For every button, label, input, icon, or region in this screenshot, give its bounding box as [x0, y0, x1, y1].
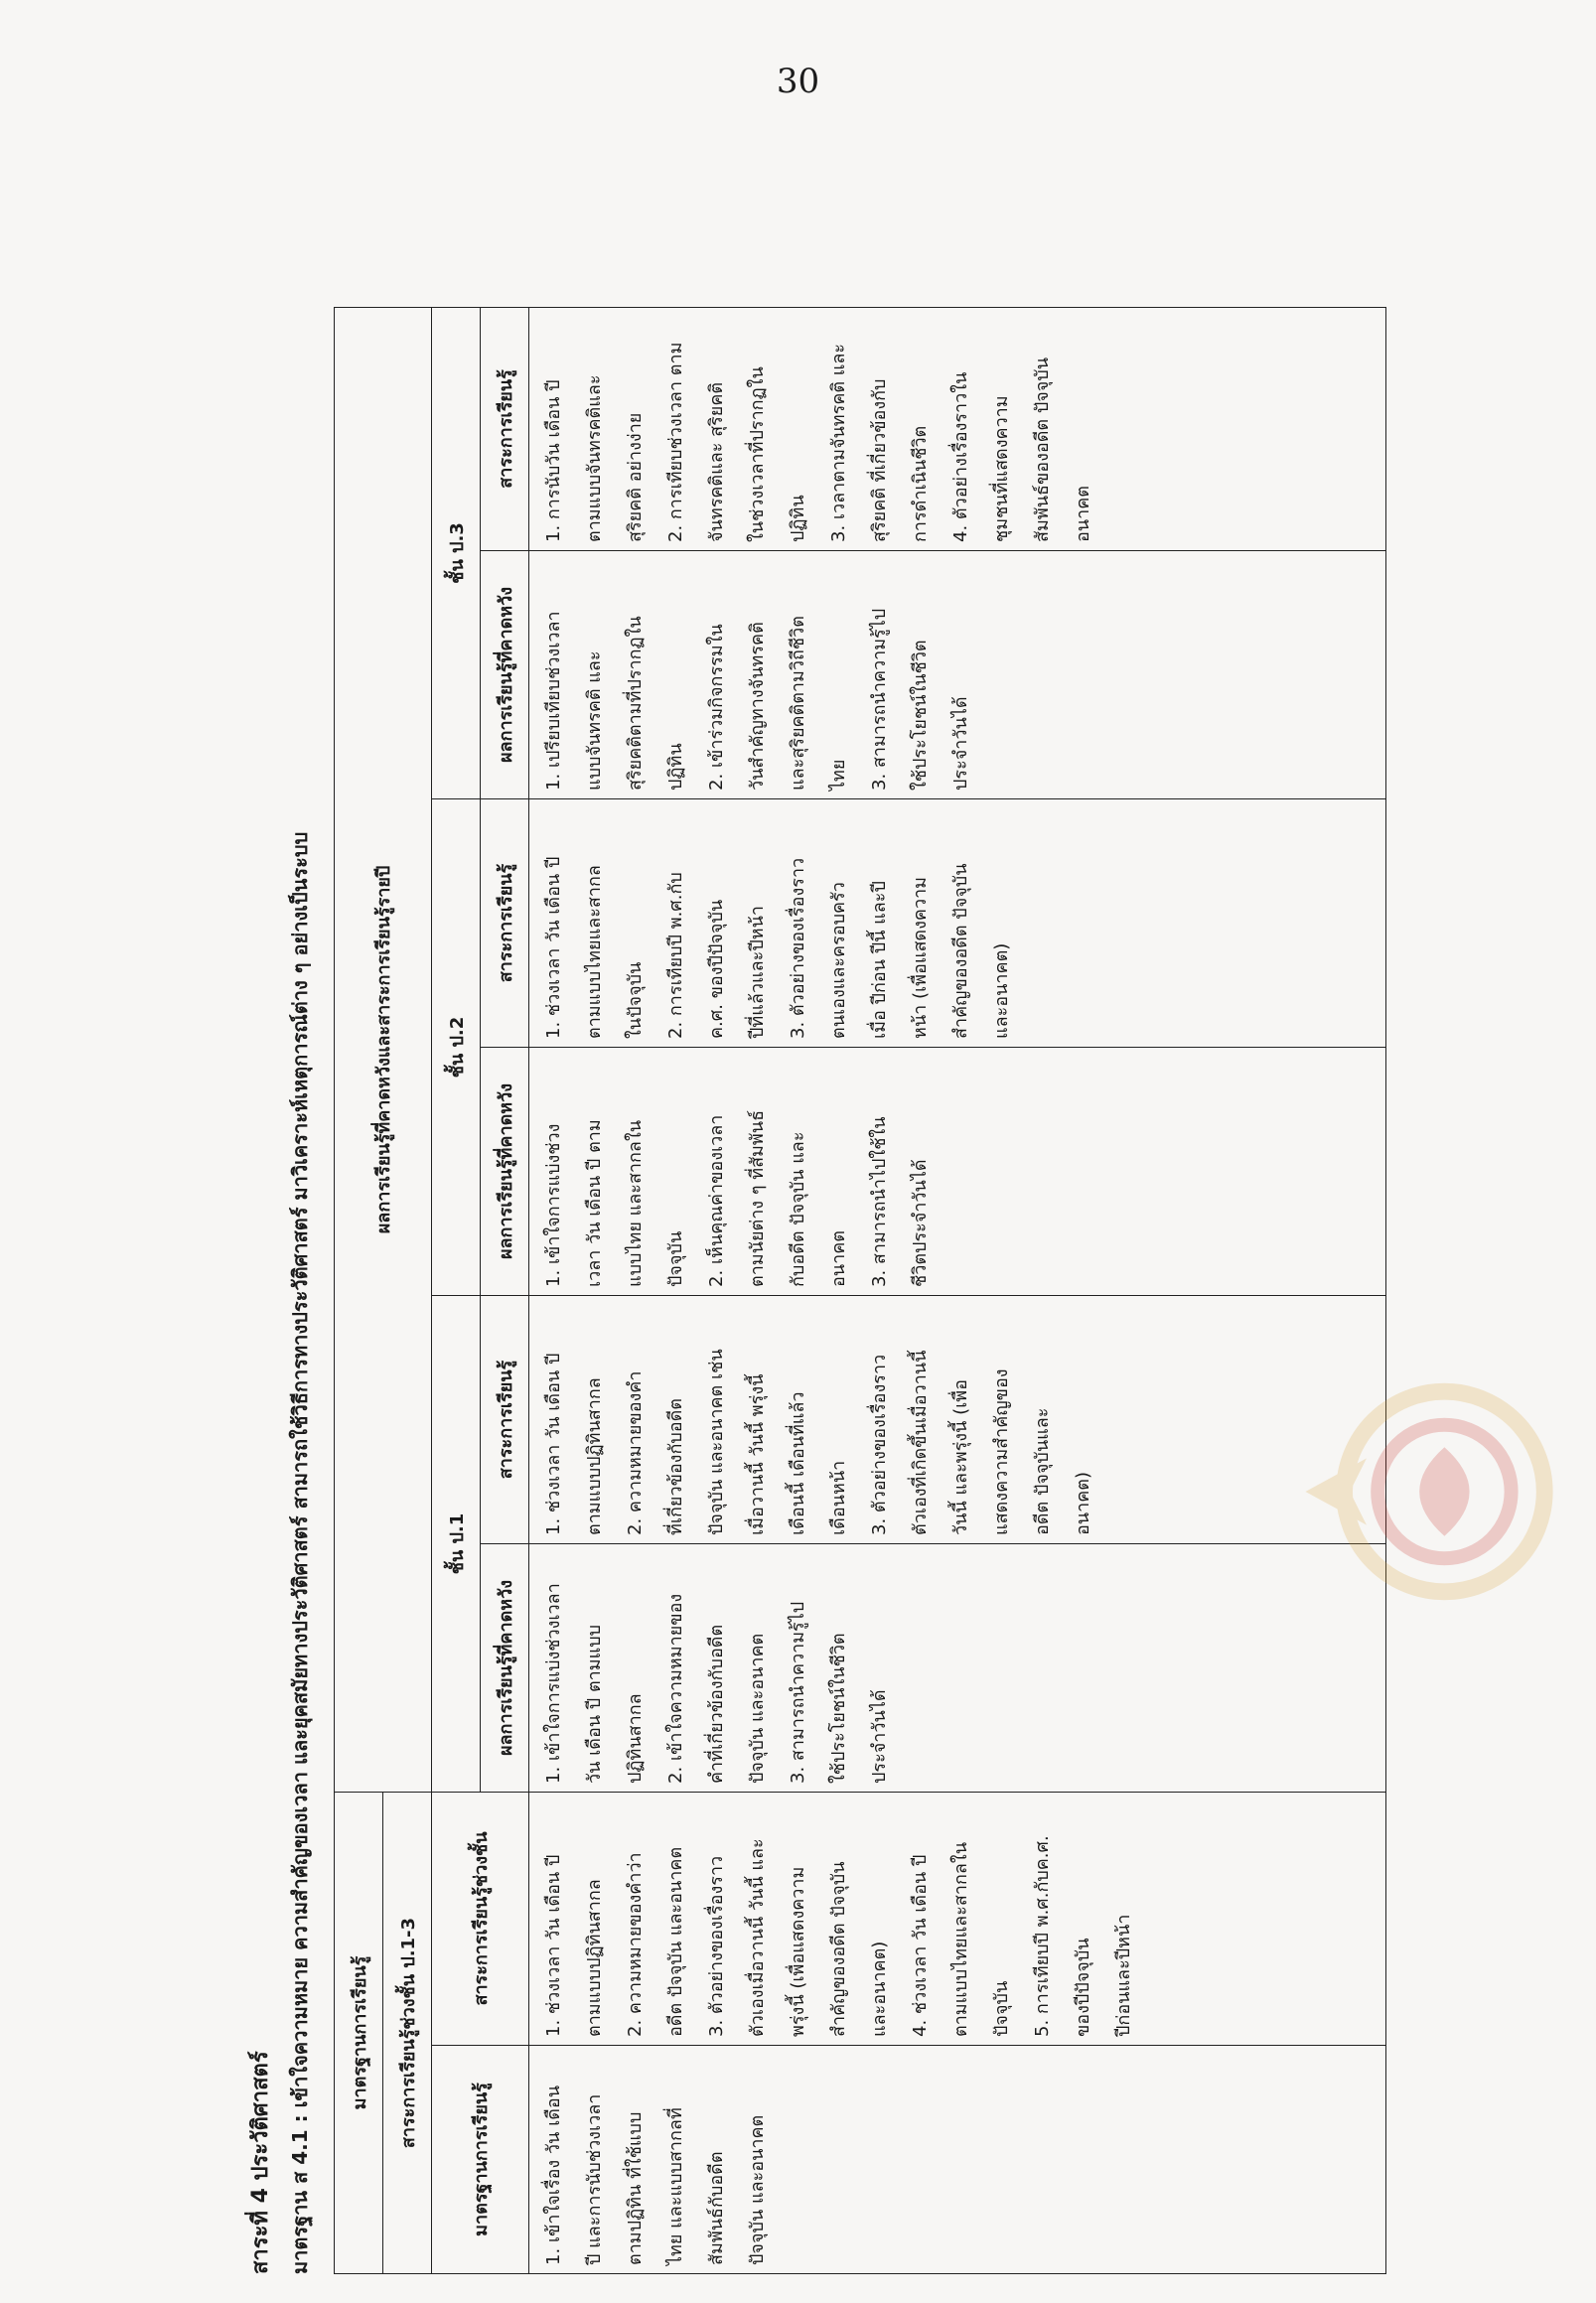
- grade-header-p3: ชั้น ป.3: [432, 307, 481, 798]
- col-header-p3-content: สาระการเรียนรู้: [481, 307, 529, 550]
- cell-text-line: 2. เข้าร่วมกิจกรรมใน: [706, 624, 727, 791]
- cell-text-line: 3. ตัวอย่างของเรื่องราว: [869, 1354, 890, 1535]
- cell-text-line: กับอดีต ปัจจุบัน และ: [788, 1131, 808, 1287]
- table-row: [529, 307, 1386, 2273]
- cell-text-line: ตามแบบจันทรคติและ: [584, 374, 605, 542]
- cell-p3-outcome: [529, 551, 1386, 799]
- cell-text-line: 1. เปรียบเทียบช่วงเวลา: [543, 611, 564, 791]
- cell-text-line: จันทรคติและ สุริยคติ: [706, 381, 727, 542]
- cell-text-line: 2. เห็นคุณค่าของเวลา: [706, 1114, 727, 1287]
- cell-text-line: สุริยคติตามที่ปรากฏใน: [625, 616, 646, 791]
- cell-text-line: ตัวเองที่เกิดขึ้นเมื่อวานนี้: [910, 1350, 931, 1535]
- cell-text-line: 2. ความหมายของคำ: [625, 1370, 646, 1535]
- cell-text-line: ใช้ประโยชน์ในชีวิต: [910, 640, 931, 791]
- cell-text-line: 2. เข้าใจความหมายของ: [665, 1593, 686, 1784]
- cell-text-line: ตนเองและครอบครัว: [828, 882, 849, 1039]
- cell-text-line: ปี และการนับช่วงเวลา: [584, 2093, 605, 2265]
- school-emblem-watermark-icon: [1283, 1353, 1561, 1631]
- cell-text-line: 1. เข้าใจเรื่อง วัน เดือน: [543, 2085, 564, 2265]
- cell-text-line: สุริยคติ อย่างง่าย: [625, 412, 646, 542]
- cell-text-line: 3. สามารถนำความรู้ไป: [869, 608, 890, 791]
- cell-text-line: ไทย: [828, 759, 849, 791]
- cell-range-content: [529, 1793, 1386, 2046]
- col-header-p1-outcome: ผลการเรียนรู้ที่คาดหวัง: [481, 1544, 529, 1793]
- cell-text-line: วันสำคัญทางจันทรคติ: [747, 622, 768, 791]
- cell-text-line: หน้า (เพื่อแสดงความ: [910, 876, 931, 1039]
- cell-text-line: ในช่วงเวลาที่ปรากฏใน: [747, 366, 768, 542]
- cell-text-line: 3. สามารถนำความรู้ไป: [788, 1601, 808, 1784]
- cell-text-line: ที่เกี่ยวข้องกับอดีต: [665, 1398, 686, 1535]
- col-header-p1-content: สาระการเรียนรู้: [481, 1296, 529, 1544]
- cell-text-line: อนาคต: [1073, 486, 1093, 542]
- grade-header-p2: ชั้น ป.2: [432, 799, 481, 1296]
- cell-text-line: 1. ช่วงเวลา วัน เดือน ปี: [543, 856, 564, 1039]
- cell-text-line: อดีต ปัจจุบัน และอนาคต: [665, 1846, 686, 2037]
- header-right-group: ผลการเรียนรู้ที่คาดหวังและสาระการเรียนรู้รายปี: [335, 307, 432, 1792]
- cell-text-line: 1. ช่วงเวลา วัน เดือน ปี: [543, 1353, 564, 1535]
- cell-text-line: ปัจจุบัน: [665, 1230, 686, 1287]
- cell-text-line: และอนาคต): [991, 942, 1012, 1039]
- cell-text-line: 3. ตัวอย่างของเรื่องราว: [788, 857, 808, 1039]
- cell-text-line: ปฏิทิน: [788, 495, 808, 542]
- cell-text-line: ตามปฏิทิน ที่ใช้แบบ: [625, 2111, 646, 2265]
- cell-text-line: 1. ช่วงเวลา วัน เดือน ปี: [543, 1854, 564, 2037]
- col-header-range-content: สาระการเรียนรู้ช่วงชั้น: [432, 1793, 529, 2046]
- col-header-p2-content: สาระการเรียนรู้: [481, 799, 529, 1048]
- cell-text-line: ตามแบบไทยและสากล: [584, 865, 605, 1039]
- cell-text-line: 3. เวลาตามจันทรคติ และ: [828, 343, 849, 542]
- cell-text-line: อนาคต: [828, 1230, 849, 1287]
- header-left-group: มาตรฐานการเรียนรู้: [335, 1793, 383, 2274]
- cell-text-line: 1. การนับวัน เดือน ปี: [543, 379, 564, 542]
- header-left-sub: สาระการเรียนรู้ช่วงชั้น ป.1-3: [383, 1793, 432, 2274]
- cell-text-line: ตามแบบปฏิทินสากล: [584, 1377, 605, 1535]
- col-header-p2-outcome: ผลการเรียนรู้ที่คาดหวัง: [481, 1048, 529, 1296]
- cell-p1-outcome: [529, 1544, 1386, 1793]
- cell-text-line: 1. เข้าใจการแบ่งช่วง: [543, 1123, 564, 1287]
- cell-text-line: ไทย และแบบสากลที่: [665, 2107, 686, 2265]
- cell-text-line: 3. สามารถนำไปใช้ใน: [869, 1116, 890, 1287]
- cell-text-line: สุริยคติ ที่เกี่ยวข้องกับ: [869, 378, 890, 542]
- rotated-page-content: [230, 308, 1422, 2274]
- cell-text-line: สัมพันธ์ของอดีต ปัจจุบัน: [1032, 357, 1053, 542]
- cell-text-line: สำคัญของอดีต ปัจจุบัน: [950, 863, 971, 1039]
- curriculum-table: [334, 307, 1386, 2274]
- cell-text-line: ชุมชนที่แสดงความ: [991, 395, 1012, 542]
- cell-text-line: เดือนนี้ เดือนที่แล้ว: [788, 1391, 808, 1535]
- cell-text-line: ปัจจุบัน และอนาคต: [747, 1633, 768, 1784]
- cell-text-line: แสดงความสำคัญของ: [991, 1368, 1012, 1535]
- cell-standard: [529, 2046, 1386, 2274]
- cell-text-line: 4. ช่วงเวลา วัน เดือน ปี: [910, 1854, 931, 2037]
- cell-text-line: ปีก่อนและปีหน้า: [1113, 1914, 1134, 2037]
- cell-p3-content: [529, 307, 1386, 550]
- cell-text-line: สัมพันธ์กับอดีต: [706, 2151, 727, 2265]
- cell-text-line: และอนาคต): [869, 1941, 890, 2037]
- cell-p2-outcome: [529, 1048, 1386, 1296]
- cell-text-line: ปฏิทิน: [665, 743, 686, 791]
- cell-text-line: พรุ่งนี้ (เพื่อแสดงความ: [788, 1866, 808, 2037]
- cell-text-line: 1. เข้าใจการแบ่งช่วงเวลา: [543, 1583, 564, 1784]
- cell-text-line: ตามแบบไทยและสากลใน: [950, 1842, 971, 2037]
- cell-text-line: แบบไทย และสากลใน: [625, 1119, 646, 1287]
- subject-heading: สาระที่ 4 ประวัติศาสตร์: [248, 2051, 273, 2274]
- cell-text-line: ปีที่แล้วและปีหน้า: [747, 905, 768, 1039]
- cell-text-line: ของปีปัจจุบัน: [1073, 1938, 1093, 2037]
- cell-text-line: ปัจจุบัน และอนาคต เช่น: [706, 1349, 727, 1535]
- cell-text-line: วัน เดือน ปี ตามแบบ: [584, 1624, 605, 1784]
- cell-text-line: การดำเนินชีวิต: [910, 425, 931, 542]
- cell-text-line: 5. การเทียบปี พ.ศ.กับค.ศ.: [1032, 1835, 1053, 2037]
- cell-text-line: ในปัจจุบัน: [625, 961, 646, 1039]
- page-number: 30: [776, 62, 820, 101]
- cell-text-line: ตามแบบปฏิทินสากล: [584, 1879, 605, 2037]
- cell-text-line: ปัจจุบัน และอนาคต: [747, 2114, 768, 2265]
- cell-text-line: เวลา วัน เดือน ปี ตาม: [584, 1119, 605, 1287]
- cell-text-line: ปฏิทินสากล: [625, 1693, 646, 1784]
- cell-text-line: เมื่อวานนี้ วันนี้ พรุ่งนี้: [747, 1373, 768, 1535]
- cell-text-line: สำคัญของอดีต ปัจจุบัน: [828, 1861, 849, 2037]
- cell-text-line: อดีต ปัจจุบันและ: [1032, 1407, 1053, 1535]
- cell-text-line: ปัจจุบัน: [991, 1980, 1012, 2037]
- cell-text-line: และสุริยคติตามวิถีชีวิต: [788, 616, 808, 791]
- cell-text-line: คำที่เกี่ยวข้องกับอดีต: [706, 1624, 727, 1784]
- cell-text-line: เดือนหน้า: [828, 1460, 849, 1535]
- cell-text-line: ใช้ประโยชน์ในชีวิต: [828, 1633, 849, 1784]
- cell-p1-content: [529, 1296, 1386, 1544]
- cell-text-line: 2. ความหมายของคำว่า: [625, 1852, 646, 2037]
- grade-header-p1: ชั้น ป.1: [432, 1296, 481, 1793]
- cell-text-line: 3. ตัวอย่างของเรื่องราว: [706, 1855, 727, 2037]
- col-header-p3-outcome: ผลการเรียนรู้ที่คาดหวัง: [481, 551, 529, 799]
- cell-text-line: ประจำวันได้: [950, 696, 971, 791]
- cell-text-line: 2. การเทียบปี พ.ศ.กับ: [665, 872, 686, 1039]
- cell-text-line: วันนี้ และพรุ่งนี้ (เพื่อ: [950, 1379, 971, 1535]
- cell-text-line: อนาคต): [1073, 1472, 1093, 1535]
- cell-text-line: แบบจันทรคติ และ: [584, 650, 605, 791]
- cell-text-line: ตามนัยต่าง ๆ ที่สัมพันธ์: [747, 1109, 768, 1287]
- cell-text-line: 2. การเทียบช่วงเวลา ตาม: [665, 342, 686, 542]
- cell-text-line: ประจำวันได้: [869, 1689, 890, 1784]
- cell-text-line: 4. ตัวอย่างเรื่องราวใน: [950, 371, 971, 542]
- col-header-standard: มาตรฐานการเรียนรู้: [432, 2046, 529, 2274]
- cell-text-line: ตัวเองเมื่อวานนี้ วันนี้ และ: [747, 1838, 768, 2037]
- cell-text-line: ค.ศ. ของปีปัจจุบัน: [706, 899, 727, 1039]
- standard-heading: มาตรฐาน ส 4.1 : เข้าใจความหมาย ความสำคัญของเวลา และยุคสมัยทางประวัติศาสตร์ สามารถใช้วิธีการทางประวัติศาสตร์ มาวิเคราะห์เหตุการณ์ต่าง ๆ อย่างเป็นระบบ: [288, 831, 312, 2274]
- cell-text-line: ชีวิตประจำวันได้: [910, 1159, 931, 1287]
- cell-p2-content: [529, 799, 1386, 1048]
- cell-text-line: เมื่อ ปีก่อน ปีนี้ และปี: [869, 881, 890, 1039]
